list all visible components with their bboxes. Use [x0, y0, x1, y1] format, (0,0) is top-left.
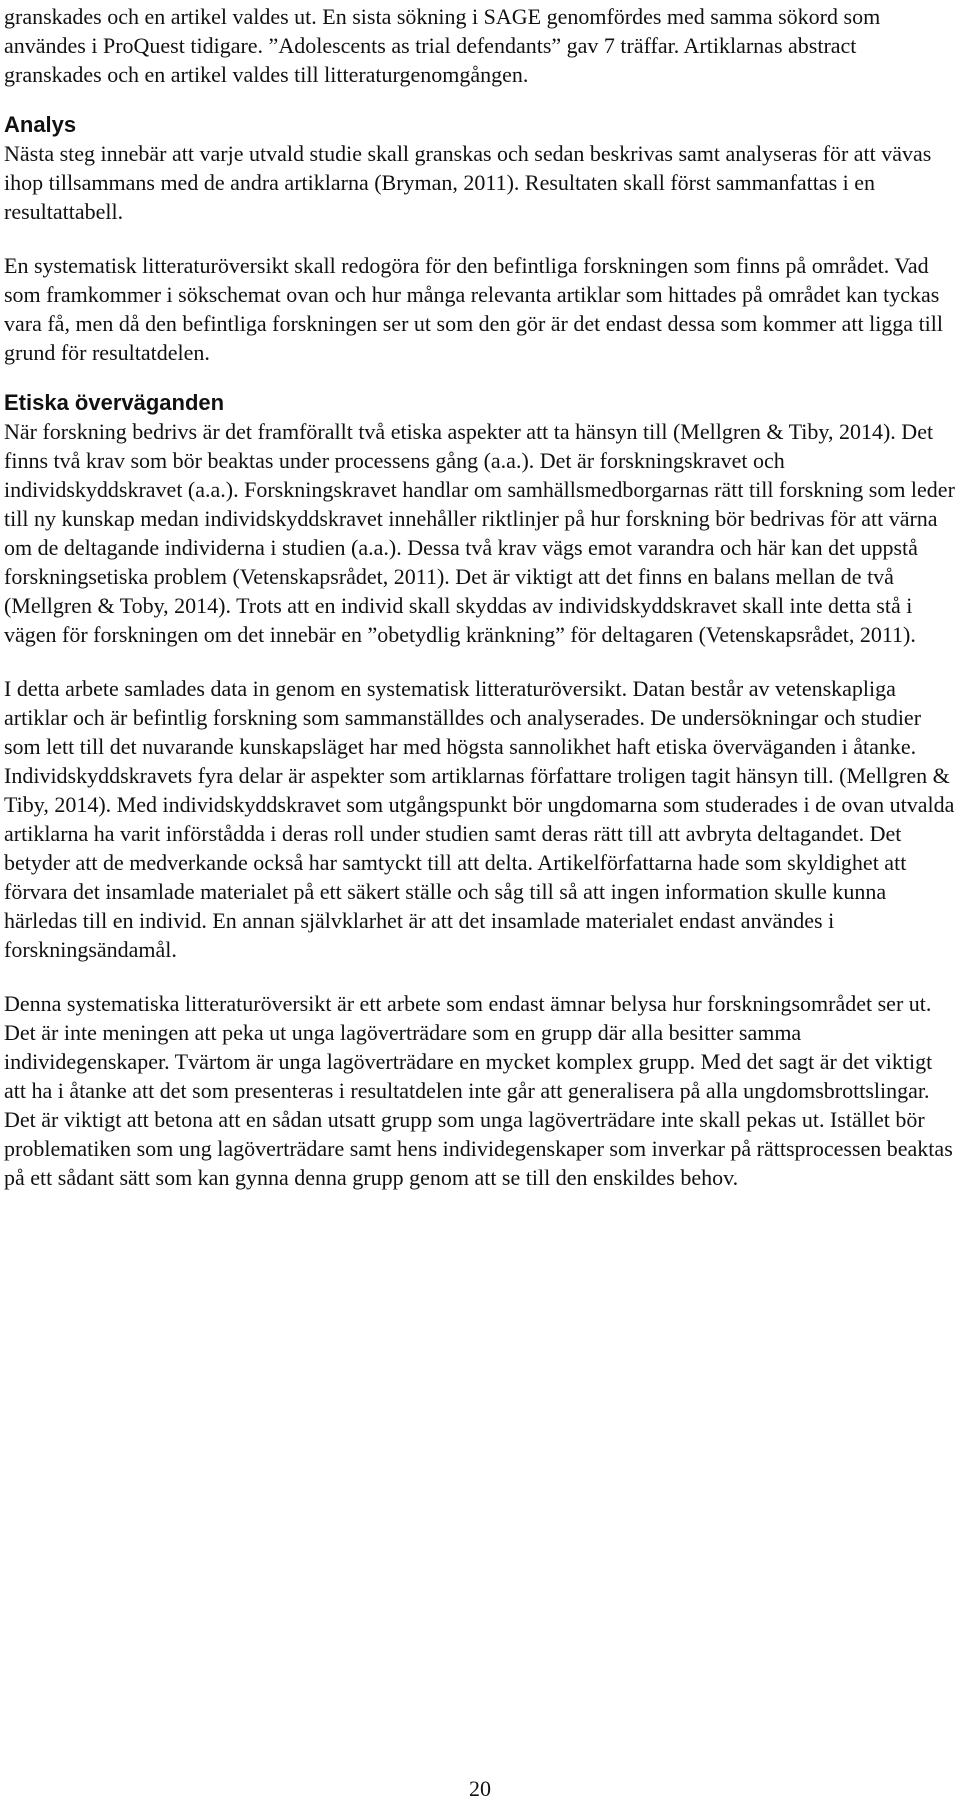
section-heading-analys: Analys: [4, 112, 77, 137]
analys-paragraph-2: En systematisk litteraturöversikt skall redogöra för den befintliga forskningen som finns på området. Vad som framkommer i sökschemat ovan och hur många relevanta artiklar som hittades på området kan tyckas vara få, men då den befintliga forskningen ser ut som den gör är det endast dessa som kommer att ligga till grund för resultatdelen.: [4, 253, 944, 365]
etiska-paragraph-3: Denna systematiska litteraturöversikt är ett arbete som endast ämnar belysa hur forskningsområdet ser ut. Det är inte meningen att peka ut unga lagöverträdare som en grupp där alla besitter samma individegenskaper. Tvärtom är unga lagöverträdare en mycket komplex grupp. Med det sagt är det viktigt att ha i åtanke att det som presenteras i resultatdelen inte går att generalisera på alla ungdomsbrottslingar. Det är viktigt att betona att en sådan utsatt grupp som unga lagöverträdare inte skall pekas ut. Istället bör problematiken som ung lagöverträdare samt hens individegenskaper som inverkar på rättsprocessen beaktas på ett sådant sätt som kan gynna denna grupp genom att se till den enskildes behov.: [4, 991, 953, 1190]
spacer: [4, 964, 956, 989]
spacer: [4, 649, 956, 674]
section-heading-etiska: Etiska överväganden: [4, 390, 225, 415]
etiska-paragraph-1: När forskning bedrivs är det framförallt två etiska aspekter att ta hänsyn till (Mellgren & Tiby, 2014). Det finns två krav som bör beaktas under processens gång (a.a.). Det är forskningskravet och individskyddskravet (a.a.). Forskningskravet handlar om samhällsmedborgarnas rätt till forskning som leder till ny kunskap medan individskyddskravet innehåller riktlinjer på hur forskning bör bedrivas för att värna om de deltagande individerna i studien (a.a.). Dessa två krav vägs emot varandra och här kan det uppstå forskningsetiska problem (Vetenskapsrådet, 2011). Det är viktigt att det finns en balans mellan de två (Mellgren & Toby, 2014). Trots att en individ skall skyddas av individskyddskravet skall inte detta stå i vägen för forskningen om det innebär en ”obetydlig kränkning” för deltagaren (Vetenskapsrådet, 2011).: [4, 419, 955, 647]
spacer: [4, 226, 956, 251]
page-number: 20: [469, 1776, 491, 1801]
spacer: [4, 89, 956, 110]
intro-paragraph: granskades och en artikel valdes ut. En sista sökning i SAGE genomfördes med samma sökord som användes i ProQuest tidigare. ”Adolescents as trial defendants” gav 7 träffar. Artiklarnas abstract granskades och en artikel valdes till litteraturgenomgången.: [4, 4, 881, 87]
spacer: [4, 367, 956, 388]
etiska-paragraph-2: I detta arbete samlades data in genom en systematisk litteraturöversikt. Datan består av vetenskapliga artiklar och är befintlig forskning som sammanställdes och analyserades. De undersökningar och studier som lett till det nuvarande kunskapsläget har med högsta sannolikhet haft etiska överväganden i åtanke. Individskyddskravets fyra delar är aspekter som artiklarnas författare troligen tagit hänsyn till. (Mellgren & Tiby, 2014). Med individskyddskravet som utgångspunkt bör ungdomarna som studerades i de ovan utvalda artiklarna ha varit införstådda i deras roll under studien samt deras rätt till att avbryta deltagandet. Det betyder att de medverkande också har samtyckt till att delta. Artikelförfattarna hade som skyldighet att förvara det insamlade materialet på ett säkert ställe och såg till så att ingen information skulle kunna härledas till en individ. En annan självklarhet är att det insamlade materialet endast användes i forskningsändamål.: [4, 676, 955, 962]
analys-paragraph-1: Nästa steg innebär att varje utvald studie skall granskas och sedan beskrivas samt analyseras för att vävas ihop tillsammans med de andra artiklarna (Bryman, 2011). Resultaten skall först sammanfattas i en resultattabell.: [4, 141, 932, 224]
document-body: [4, 2, 956, 1192]
